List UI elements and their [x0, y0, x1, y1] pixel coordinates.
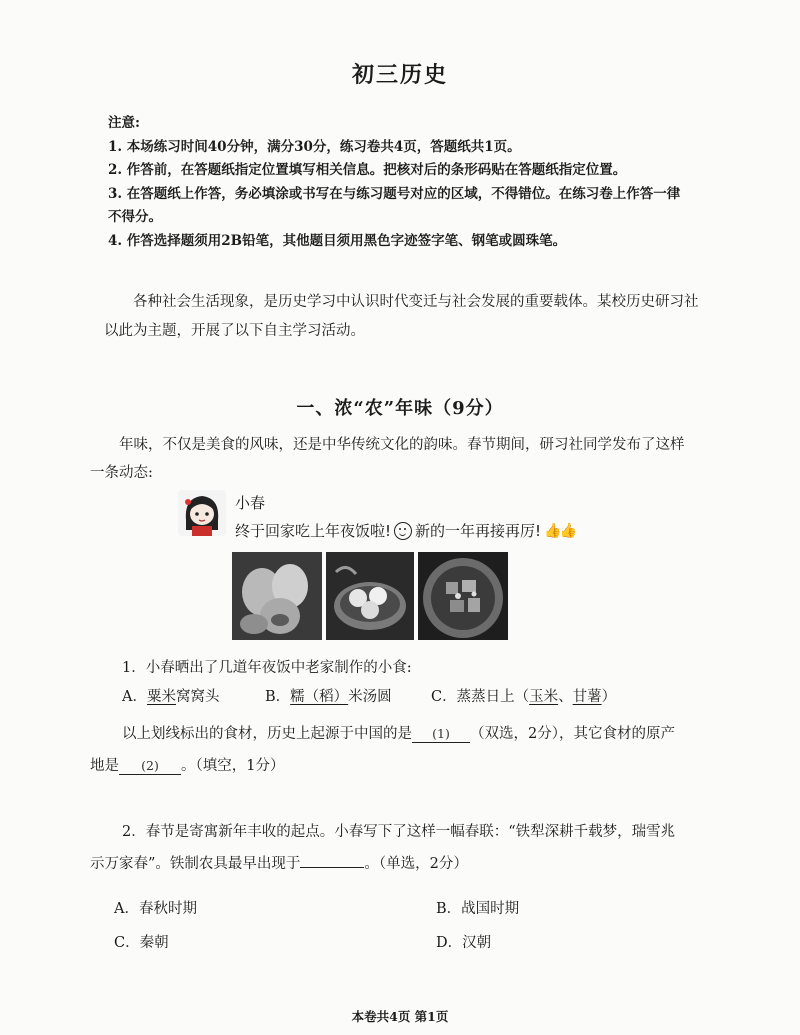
question-text: 以上划线标出的食材，历史上起源于中国的是 — [122, 726, 412, 742]
notes-block — [108, 112, 680, 253]
note-item: 不得分。 — [108, 209, 162, 225]
thumbs-up-icon: 👍👍 — [544, 522, 575, 539]
option-text: 、 — [558, 689, 573, 705]
question-text: 。（填空，1分） — [181, 758, 285, 774]
question-text: 。（单选，2分） — [364, 856, 468, 872]
question-text: 地是 — [90, 758, 119, 774]
question-1-sub-2 — [90, 754, 284, 775]
question-text: 示万家春”。铁制农具最早出现于 — [90, 856, 301, 872]
section-para-line: 年味，不仅是美食的风味，还是中华传统文化的韵味。春节期间，研习社同学发布了这样 — [119, 437, 685, 453]
option-text: C．蒸蒸日上（ — [431, 689, 530, 705]
section-paragraph — [90, 431, 710, 487]
social-post — [178, 490, 618, 640]
underlined-ingredient: 甘薯 — [572, 689, 602, 705]
question-2-option-c: C．秦朝 — [114, 935, 169, 951]
question-1-option-b — [265, 685, 392, 706]
question-2-stem-line-2 — [90, 852, 468, 873]
underlined-ingredient: 玉米 — [529, 689, 559, 705]
food-photo-tangyuan — [326, 552, 414, 640]
section-para-line: 一条动态: — [90, 465, 153, 481]
question-1-option-c — [431, 685, 616, 706]
section-title: 一、浓“农”年味（9分） — [296, 398, 504, 419]
note-item: 2. 作答前，在答题纸指定位置填写相关信息。把核对后的条形码贴在答题纸指定位置。 — [108, 162, 627, 178]
option-label: A． — [122, 689, 147, 705]
cartoon-girl-icon — [178, 490, 226, 536]
avatar — [178, 490, 226, 536]
question-2-stem-line-1: 2．春节是寄寓新年丰收的起点。小春写下了这样一幅春联：“铁犁深耕千载梦，瑞雪兆 — [122, 824, 676, 840]
question-2-option-b: B．战国时期 — [436, 901, 520, 917]
question-2-option-d: D．汉朝 — [436, 935, 492, 951]
underlined-ingredient: 粟米 — [146, 689, 176, 705]
option-label: B． — [265, 689, 291, 705]
intro-line: 以此为主题，开展了以下自主学习活动。 — [104, 323, 365, 339]
post-message-text: 终于回家吃上年夜饭啦! — [235, 522, 392, 540]
answer-blank-2[interactable]: (2) — [119, 758, 181, 775]
notes-heading: 注意: — [108, 115, 140, 131]
note-item: 4. 作答选择题须用2B铅笔，其他题目须用黑色字迹签字笔、钢笔或圆珠笔。 — [108, 232, 567, 249]
question-2-option-a: A．春秋时期 — [114, 901, 197, 917]
underlined-ingredient: 糯（稻） — [290, 689, 349, 705]
post-message — [235, 520, 575, 541]
answer-blank-q2[interactable] — [300, 867, 364, 868]
food-photo-steamed-dish — [418, 552, 508, 640]
page-footer: 本卷共4页 第1页 — [351, 1009, 449, 1024]
option-text: 米汤圆 — [348, 689, 392, 705]
intro-line: 各种社会生活现象，是历史学习中认识时代变迁与社会发展的重要载体。某校历史研习社 — [133, 294, 699, 310]
post-message-text: 新的一年再接再厉! — [415, 522, 542, 540]
option-text: ） — [601, 689, 617, 705]
option-text: 窝窝头 — [175, 689, 220, 705]
food-photo-steamed-buns — [232, 552, 322, 640]
page-title: 初三历史 — [351, 62, 448, 88]
intro-paragraph — [104, 288, 704, 346]
note-item: 1. 本场练习时间40分钟，满分30分，练习卷共4页，答题纸共1页。 — [108, 138, 521, 155]
question-1-sub-1 — [122, 722, 675, 743]
question-1-option-a — [122, 685, 219, 706]
note-item: 3. 在答题纸上作答，务必填涂或书写在与练习题号对应的区域，不得错位。在练习卷上作答一律 — [108, 185, 681, 202]
question-1-stem: 1．小春晒出了几道年夜饭中老家制作的小食: — [122, 660, 412, 676]
post-author: 小春 — [235, 494, 266, 512]
answer-blank-1[interactable]: (1) — [412, 726, 470, 743]
smiley-icon — [394, 522, 412, 540]
question-text: （双选，2分），其它食材的原产 — [470, 726, 675, 742]
